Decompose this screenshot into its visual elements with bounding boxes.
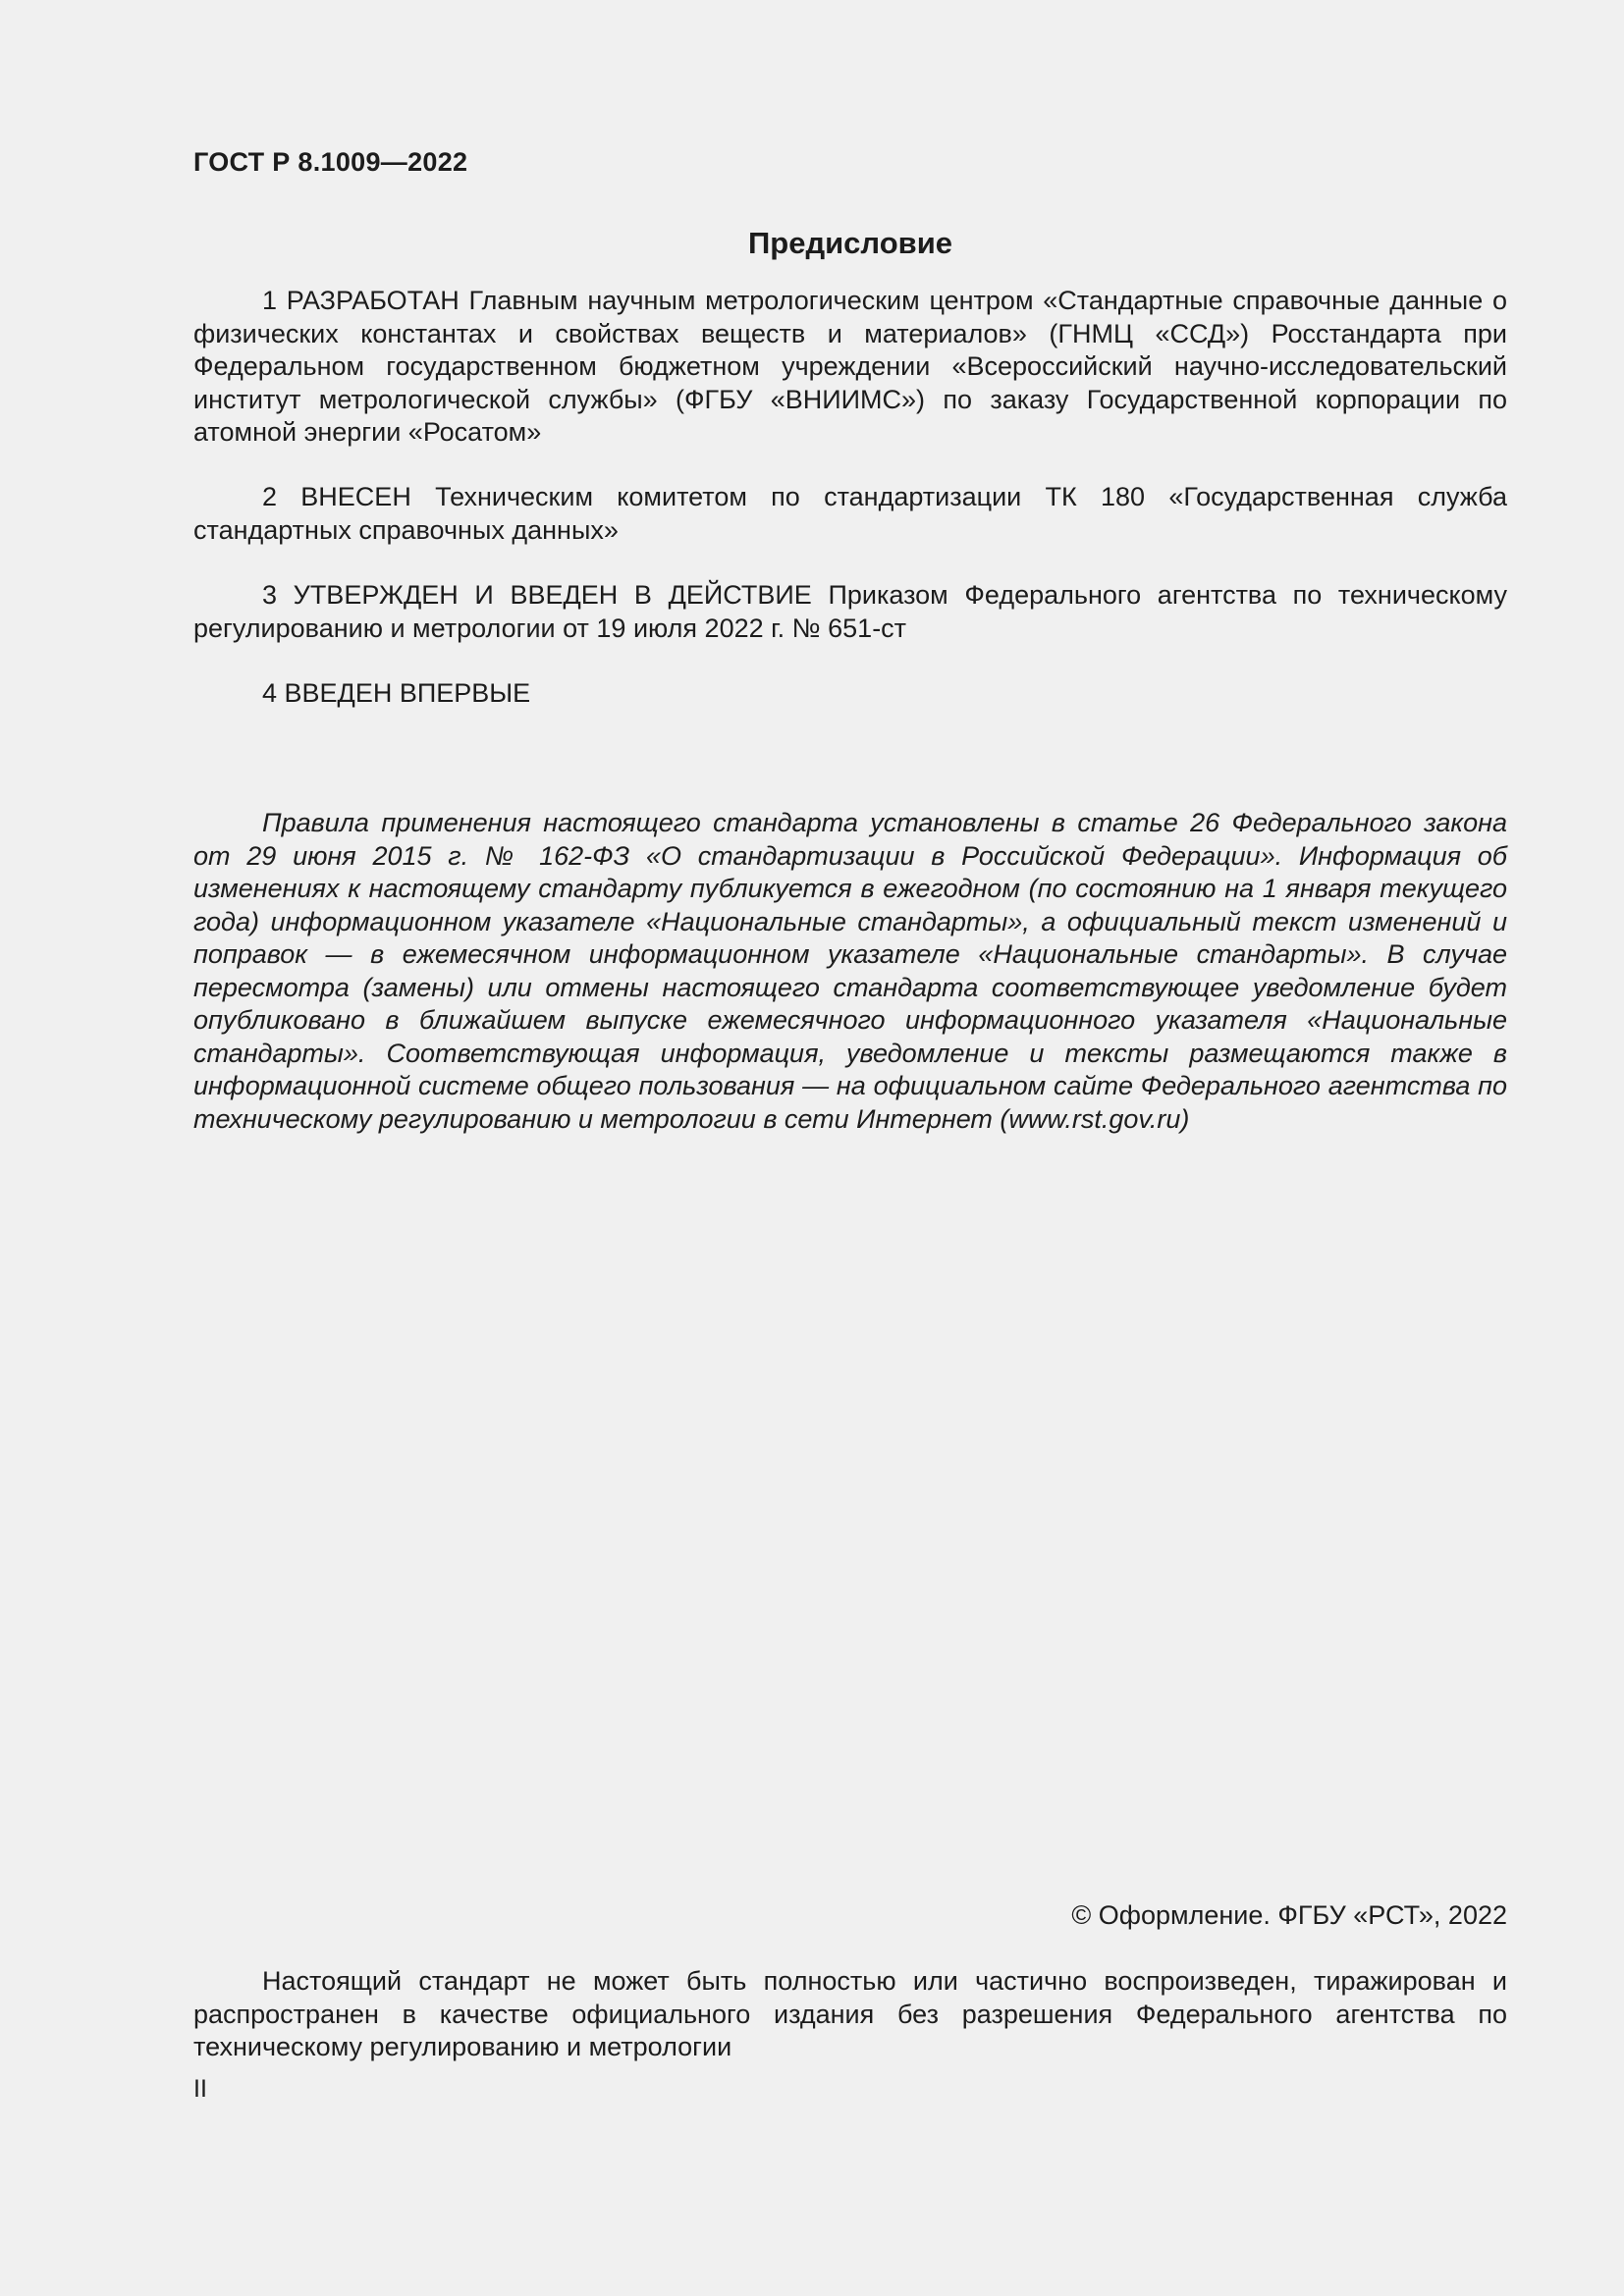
legal-notice: Настоящий стандарт не может быть полностью или частично воспроизведен, тиражирован и распространен в качестве официального издания без разрешения Федерального агентства по техническому регулированию и метрологии bbox=[193, 1966, 1507, 2061]
paragraph-introduced-first: 4 ВВЕДЕН ВПЕРВЫЕ bbox=[262, 678, 531, 708]
standard-code-header: ГОСТ Р 8.1009—2022 bbox=[193, 147, 468, 177]
paragraph-developed-by: 1 РАЗРАБОТАН Главным научным метрологическим центром «Стандартные справочные данные о физических константах и свойствах веществ и материалов» (ГНМЦ «ССД») Росстандарта при Федеральном государственном бюджетном учреждении «Всероссийский научно-исследовательский институт метрологической службы» (ФГБУ «ВНИИМС») по заказу Государственной корпорации по атомной энергии «Росатом» bbox=[193, 286, 1507, 447]
copyright-notice: © Оформление. ФГБУ «РСТ», 2022 bbox=[1071, 1900, 1507, 1930]
page-number: II bbox=[193, 2075, 207, 2103]
paragraph-introduced-by: 2 ВНЕСЕН Техническим комитетом по стандартизации ТК 180 «Государственная служба стандартных справочных данных» bbox=[193, 482, 1507, 545]
page-title: Предисловие bbox=[747, 226, 952, 260]
paragraph-approved: 3 УТВЕРЖДЕН И ВВЕДЕН В ДЕЙСТВИЕ Приказом Федерального агентства по техническому регулированию и метрологии от 19 июля 2022 г. № 651-ст bbox=[193, 580, 1507, 643]
application-rules-note: Правила применения настоящего стандарта установлены в статье 26 Федерального закона от 29 июня 2015 г. № 162-ФЗ «О стандартизации в Российской Федерации». Информация об изменениях к настоящему стандарту публикуется в ежегодном (по состоянию на 1 января текущего года) информационном указателе «Национальные стандарты», а официальный текст изменений и поправок — в ежемесячном информационном указателе «Национальные стандарты». В случае пересмотра (замены) или отмены настоящего стандарта соответствующее уведомление будет опубликовано в ближайшем выпуске ежемесячного информационного указателя «Национальные стандарты». Соответствующая информация, уведомление и тексты размещаются также в информационной системе общего пользования — на официальном сайте Федерального агентства по техническому регулированию и метрологии в сети Интернет (www.rst.gov.ru) bbox=[193, 808, 1507, 1134]
